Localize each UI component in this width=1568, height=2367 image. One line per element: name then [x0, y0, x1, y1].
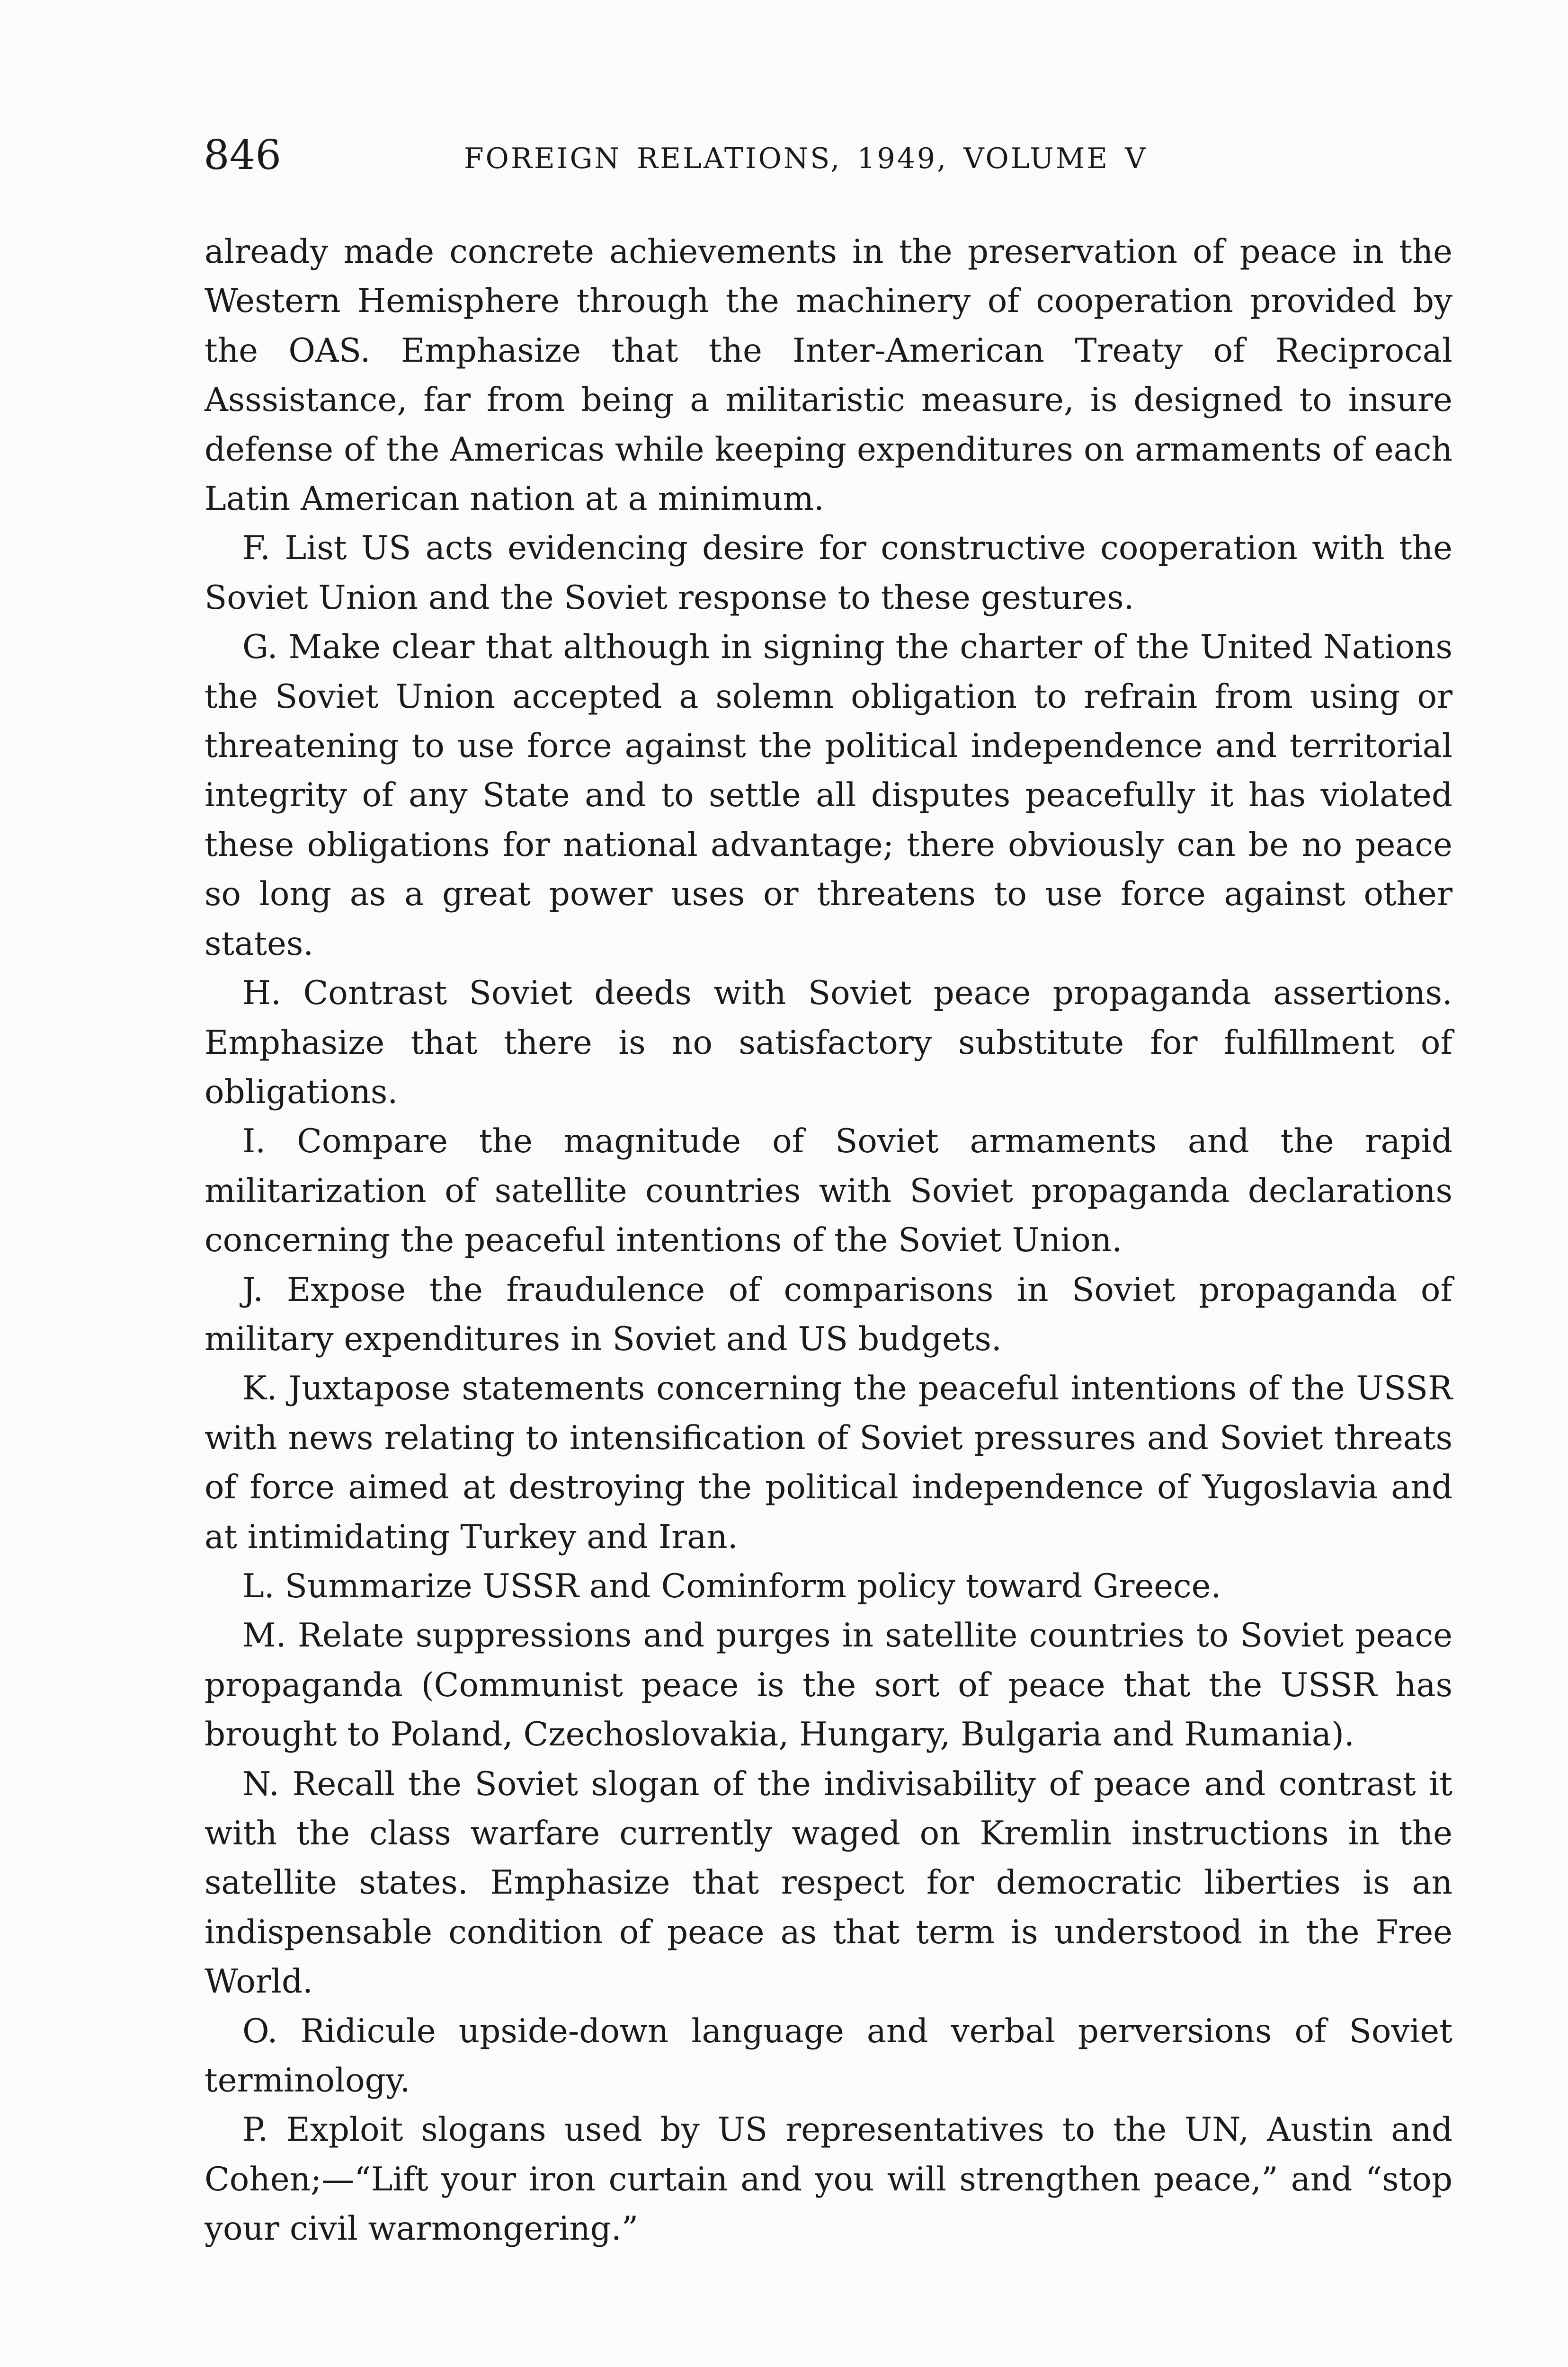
body-text [205, 227, 1452, 2254]
paragraph-h: H. Contrast Soviet deeds with Soviet peace propaganda assertions. Emphasize that there is no satisfactory substitute for fulfillment of obligations. [205, 974, 1452, 1111]
paragraph-k: K. Juxtapose statements concerning the peaceful intentions of the USSR with news relating to intensification of Soviet pressures and Soviet threats of force aimed at destroying the political independence of Yugoslavia and at intimidating Turkey and Iran. [205, 1370, 1452, 1556]
paragraph-l: L. Summarize USSR and Cominform policy toward Greece. [242, 1567, 1221, 1605]
paragraph-j: J. Expose the fraudulence of comparisons in Soviet propaganda of military expenditures in Soviet and US budgets. [205, 1271, 1452, 1358]
paragraph-g: G. Make clear that although in signing the charter of the United Nations the Soviet Union accepted a solemn obligation to refrain from using or threatening to use force against the political independence and territorial integrity of any State and to settle all disputes peacefully it has violated these obligations for national advantage; there obviously can be no peace so long as a great power uses or threatens to use force against other states. [205, 628, 1452, 963]
paragraph-o: O. Ridicule upside-down language and verbal perversions of Soviet terminology. [205, 2012, 1452, 2100]
paragraph-m: M. Relate suppressions and purges in satellite countries to Soviet peace propaganda (Communist peace is the sort of peace that the USSR has brought to Poland, Czechoslovakia, Hungary, Bulgaria and Rumania). [205, 1617, 1452, 1754]
paragraph-i: I. Compare the magnitude of Soviet armaments and the rapid militarization of satellite countries with Soviet propaganda declarations concerning the peaceful intentions of the Soviet Union. [205, 1122, 1452, 1260]
running-head: FOREIGN RELATIONS, 1949, VOLUME V [464, 142, 1148, 175]
page-header [204, 132, 1453, 188]
paragraph-f: F. List US acts evidencing desire for constructive cooperation with the Soviet Union and the Soviet response to these gestures. [205, 529, 1452, 617]
paragraph-continuation: already made concrete achievements in the preservation of peace in the Western Hemisphere through the machinery of cooperation provided by the OAS. Emphasize that the Inter-American Treaty of Reciprocal Asssistance, far from being a militaristic measure, is designed to insure defense of the Americas while keeping expenditures on armaments of each Latin American nation at a minimum. [205, 233, 1452, 518]
paragraph-p: P. Exploit slogans used by US representatives to the UN, Austin and Cohen;—“Lift your iron curtain and you will strengthen peace,” and “stop your civil warmongering.” [205, 2111, 1452, 2248]
paragraph-n: N. Recall the Soviet slogan of the indivisability of peace and contrast it with the class warfare currently waged on Kremlin instructions in the satellite states. Emphasize that respect for democratic liberties is an indispensable condition of peace as that term is understood in the Free World. [205, 1765, 1452, 2001]
page-number: 846 [204, 132, 282, 179]
